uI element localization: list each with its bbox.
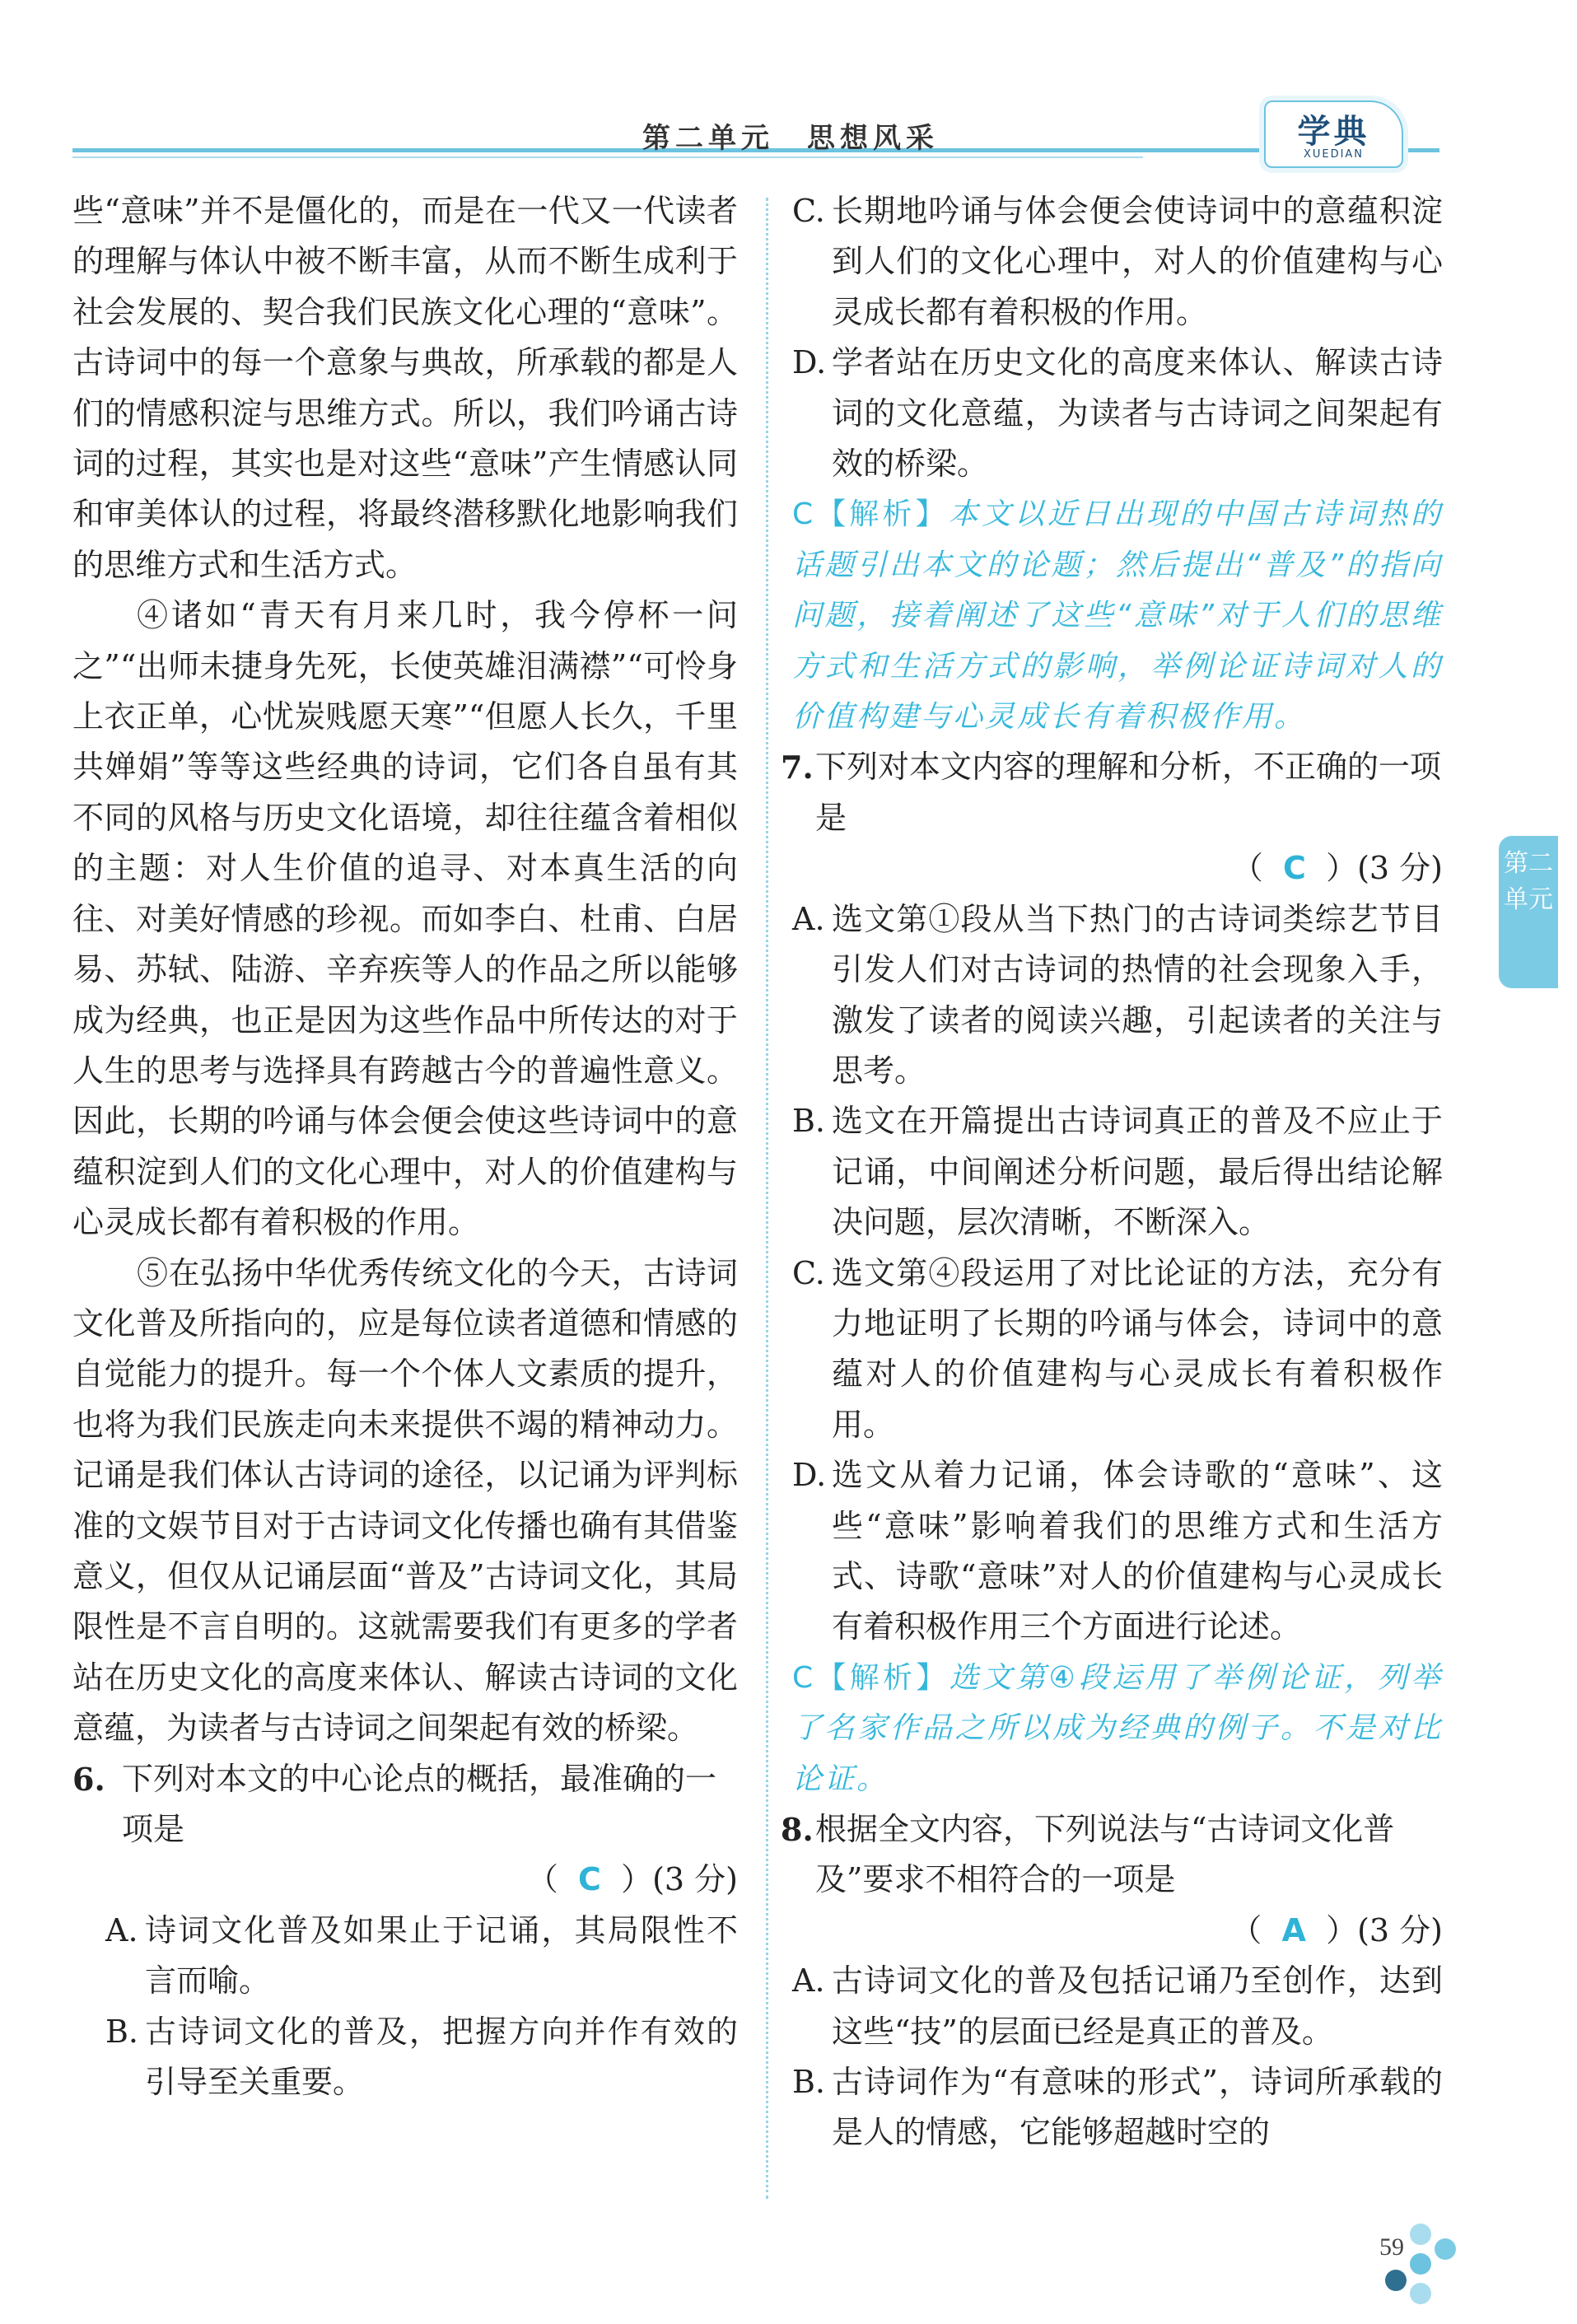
question-6-stem [72, 1754, 738, 1855]
left-column [72, 186, 738, 2107]
question-6-answer-line [72, 1855, 738, 1905]
question-6-option-a [72, 1906, 738, 2007]
option-label: B. [792, 1103, 826, 1140]
answer-open: （ [526, 1861, 558, 1898]
decor-dot-icon [1410, 2224, 1431, 2245]
question-6-option-b [72, 2007, 738, 2108]
analysis-text: 本文以近日出现的中国古诗词热的话题引出本文的论题；然后提出“普及”的指向问题，接着阐述了这些“意味”对于人们的思维方式和生活方式的影响，举例论证诗词对人的价值构建与心灵成长有着积极作用。 [792, 497, 1443, 735]
analysis-tag: C【解析】 [792, 497, 949, 532]
option-text: 选文第①段从当下热门的古诗词类综艺节目引发人们对古诗词的热情的社会现象入手，激发了读者的阅读兴趣，引起读者的关注与思考。 [832, 900, 1443, 1089]
question-8-option-a [792, 1956, 1443, 2057]
answer-open: （ [1230, 1911, 1262, 1948]
decor-dot-icon [1385, 2270, 1407, 2291]
question-8-score: ）(3 分) [1326, 1911, 1443, 1948]
question-6-answer: C [578, 1861, 601, 1898]
question-6-text: 下列对本文的中心论点的概括，最准确的一项是 [122, 1760, 717, 1847]
question-6 [72, 1754, 738, 2108]
decor-dot-icon [1410, 2283, 1431, 2304]
brand-logo [1264, 100, 1403, 168]
option-text: 古诗词文化的普及，把握方向并作有效的引导至关重要。 [145, 2013, 738, 2101]
question-8-answer-line [792, 1906, 1443, 1956]
question-8-stem [781, 1804, 1443, 1906]
option-text: 选文从着力记诵，体会诗歌的“意味”、这些“意味”影响着我们的思维方式和生活方式、诗歌“意味”对人的价值建构与心灵成长有着积极作用三个方面进行论述。 [832, 1457, 1443, 1645]
option-text: 选文在开篇提出古诗词真正的普及不应止于记诵，中间阐述分析问题，最后得出结论解决问题，层次清晰，不断深入。 [832, 1103, 1443, 1241]
option-label: C. [792, 1254, 825, 1291]
header-rule-thin [72, 156, 1143, 158]
question-7-option-a [792, 894, 1443, 1097]
column-divider [766, 198, 768, 2199]
question-7-stem [781, 742, 1443, 843]
right-column [781, 186, 1443, 2158]
question-6-option-c [792, 186, 1443, 338]
page-number: 59 [1379, 2233, 1404, 2261]
unit-side-tab: 第二单元 [1499, 836, 1558, 988]
question-7-text: 下列对本文内容的理解和分析，不正确的一项是 [815, 749, 1442, 836]
option-label: B. [792, 2064, 826, 2101]
question-6-score: ）(3 分) [621, 1861, 738, 1898]
option-label: B. [105, 2013, 139, 2050]
question-6-analysis [792, 489, 1443, 742]
option-label: A. [792, 900, 825, 937]
paragraph-intro: 些“意味”并不是僵化的，而是在一代又一代读者的理解与体认中被不断丰富，从而不断生成利于社会发展的、契合我们民族文化心理的“意味”。古诗词中的每一个意象与典故，所承载的都是人们的情感积淀与思维方式。所以，我们吟诵古诗词的过程，其实也是对这些“意味”产生情感认同和审美体认的过程，将最终潜移默化地影响我们的思维方式和生活方式。 [72, 193, 738, 583]
question-8 [781, 1804, 1443, 2158]
unit-title: 第二单元 思想风采 [642, 122, 939, 155]
question-8-answer: A [1281, 1911, 1306, 1948]
decor-dot-icon [1410, 2253, 1431, 2275]
option-text: 学者站在历史文化的高度来体认、解读古诗词的文化意蕴，为读者与古诗词之间架起有效的桥梁。 [832, 344, 1443, 483]
question-7-score: ）(3 分) [1326, 850, 1443, 887]
option-label: C. [792, 193, 825, 229]
question-7 [781, 742, 1443, 1652]
option-label: D. [792, 344, 827, 381]
question-8-number: 8. [781, 1811, 814, 1848]
paragraph-4: ④诸如“青天有月来几时，我今停杯一问之”“出师未捷身先死，长使英雄泪满襟”“可怜身上衣正单，心忧炭贱愿天寒”“但愿人长久，千里共婵娟”等等这些经典的诗词，它们各自虽有其不同的风格与历史文化语境，却往往蕴含着相似的主题：对人生价值的追寻、对本真生活的向往、对美好情感的珍视。而如李白、杜甫、白居易、苏轼、陆游、辛弃疾等人的作品之所以能够成为经典，也正是因为这些作品中所传达的对于人生的思考与选择具有跨越古今的普遍性意义。因此，长期的吟诵与体会便会使这些诗词中的意蕴积淀到人们的文化心理中，对人的价值建构与心灵成长都有着积极的作用。 [72, 597, 738, 1241]
analysis-tag: C【解析】 [792, 1660, 949, 1695]
answer-open: （ [1231, 850, 1263, 887]
option-label: A. [792, 1962, 825, 2000]
option-text: 古诗词作为“有意味的形式”，诗词所承载的是人的情感，它能够超越时空的 [832, 2064, 1443, 2151]
brand-logo-cn: 学典 [1297, 112, 1370, 151]
question-7-option-b [792, 1096, 1443, 1248]
decor-dot-icon [1435, 2238, 1456, 2260]
question-7-analysis [792, 1653, 1443, 1804]
question-7-option-c [792, 1248, 1443, 1451]
option-text: 诗词文化普及如果止于记诵，其局限性不言而喻。 [145, 1911, 738, 2000]
question-7-option-d [792, 1450, 1443, 1653]
brand-logo-en: XUEDIAN [1303, 148, 1365, 161]
question-7-answer-line [792, 843, 1443, 894]
question-8-option-b [792, 2057, 1443, 2158]
question-8-text: 根据全文内容，下列说法与“古诗词文化普及”要求不相符合的一项是 [815, 1811, 1395, 1898]
option-label: D. [792, 1457, 827, 1494]
option-text: 长期地吟诵与体会便会使诗词中的意蕴积淀到人们的文化心理中，对人的价值建构与心灵成长都有着积极的作用。 [832, 193, 1443, 330]
paragraph-5: ⑤在弘扬中华优秀传统文化的今天，古诗词文化普及所指向的，应是每位读者道德和情感的自觉能力的提升。每一个个体人文素质的提升，也将为我们民族走向未来提供不竭的精神动力。记诵是我们体认古诗词的途径，以记诵为评判标准的文娱节目对于古诗词文化传播也确有其借鉴意义，但仅从记诵层面“普及”古诗词文化，其局限性是不言自明的。这就需要我们有更多的学者站在历史文化的高度来体认、解读古诗词的文化意蕴，为读者与古诗词之间架起有效的桥梁。 [72, 1254, 738, 1747]
option-text: 古诗词文化的普及包括记诵乃至创作，达到这些“技”的层面已经是真正的普及。 [832, 1962, 1443, 2050]
question-6-option-d [792, 338, 1443, 489]
option-label: A. [105, 1911, 138, 1948]
question-6-number: 6. [72, 1760, 105, 1798]
analysis-text: 选文第④段运用了举例论证，列举了名家作品之所以成为经典的例子。不是对比论证。 [792, 1660, 1443, 1796]
option-text: 选文第④段运用了对比论证的方法，充分有力地证明了长期的吟诵与体会，诗词中的意蕴对人的价值建构与心灵成长有着积极作用。 [832, 1254, 1443, 1443]
question-7-answer: C [1283, 850, 1306, 887]
question-7-number: 7. [781, 749, 814, 786]
